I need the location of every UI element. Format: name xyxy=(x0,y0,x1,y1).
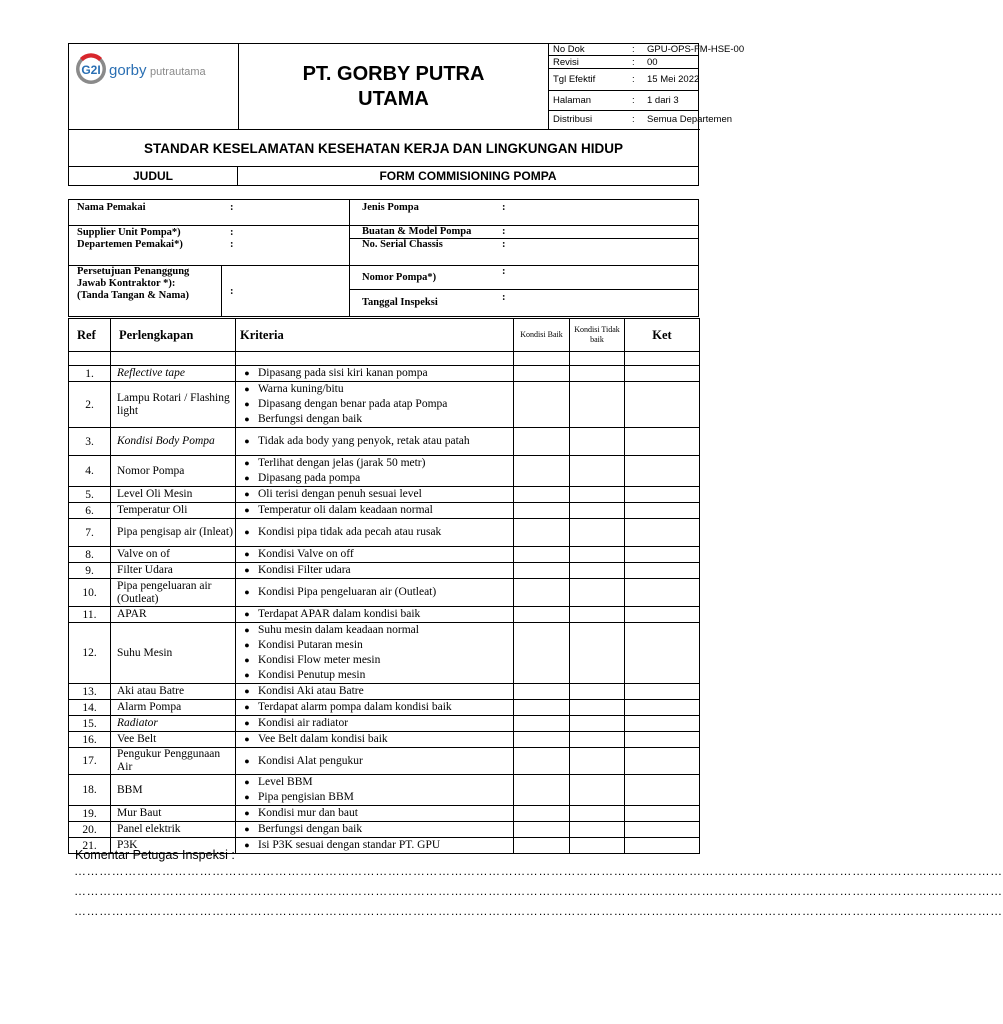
table-row xyxy=(69,607,700,623)
buatan-model-field[interactable]: : xyxy=(502,226,506,237)
header-perlengkapan: Perlengkapan xyxy=(111,319,236,352)
ket-cell[interactable] xyxy=(625,503,700,519)
row-perlengkapan: Lampu Rotari / Flashing light xyxy=(111,382,236,428)
persetujuan-label-3: (Tanda Tangan & Nama) xyxy=(77,290,189,301)
buatan-model-label: Buatan & Model Pompa xyxy=(362,226,472,237)
nomor-pompa-label: Nomor Pompa*) xyxy=(362,272,437,283)
criteria-text: Isi P3K sesuai dengan standar PT. GPU xyxy=(258,839,441,851)
criteria-text: Kondisi Penutup mesin xyxy=(258,669,366,681)
table-header-row xyxy=(69,319,700,352)
svg-text:putrautama: putrautama xyxy=(150,66,206,78)
persetujuan-label-2: Jawab Kontraktor *): xyxy=(77,278,176,289)
ket-cell[interactable] xyxy=(625,716,700,732)
equipment-info xyxy=(68,199,699,317)
criteria-text: Kondisi Putaran mesin xyxy=(258,639,363,651)
row-kriteria xyxy=(236,366,514,382)
row-kriteria xyxy=(236,382,514,428)
nama-pemakai-field[interactable]: : xyxy=(230,202,234,213)
row-perlengkapan: APAR xyxy=(111,607,236,623)
bullet-icon: ● xyxy=(244,755,250,766)
row-perlengkapan: BBM xyxy=(111,775,236,806)
ket-cell[interactable] xyxy=(625,684,700,700)
criteria-item xyxy=(236,397,513,412)
judul-label: JUDUL xyxy=(69,167,238,185)
kondisi-tidak-baik-cell[interactable] xyxy=(570,366,625,382)
gpu-logo-icon xyxy=(69,44,237,128)
row-kriteria xyxy=(236,503,514,519)
meta-colon: : xyxy=(632,44,635,55)
row-perlengkapan: Nomor Pompa xyxy=(111,456,236,487)
ket-cell[interactable] xyxy=(625,487,700,503)
ket-cell[interactable] xyxy=(625,579,700,607)
row-perlengkapan: Panel elektrik xyxy=(111,822,236,838)
svg-text:G2I: G2I xyxy=(81,63,101,77)
row-perlengkapan: Suhu Mesin xyxy=(111,623,236,684)
row-perlengkapan: Filter Udara xyxy=(111,563,236,579)
bullet-icon: ● xyxy=(244,734,250,744)
row-kriteria xyxy=(236,579,514,607)
departemen-field[interactable]: : xyxy=(230,239,234,250)
criteria-text: Kondisi mur dan baut xyxy=(258,807,358,819)
row-ref: 11. xyxy=(69,607,111,623)
row-kriteria xyxy=(236,456,514,487)
row-ref: 10. xyxy=(69,579,111,607)
row-ref: 8. xyxy=(69,547,111,563)
kondisi-baik-cell[interactable] xyxy=(514,487,570,503)
criteria-text: Kondisi Aki atau Batre xyxy=(258,685,364,697)
table-row xyxy=(69,732,700,748)
bullet-icon: ● xyxy=(244,527,250,537)
no-serial-field[interactable]: : xyxy=(502,239,506,250)
kondisi-baik-cell[interactable] xyxy=(514,547,570,563)
ket-cell[interactable] xyxy=(625,607,700,623)
kondisi-baik-cell[interactable] xyxy=(514,775,570,806)
kondisi-baik-cell[interactable] xyxy=(514,684,570,700)
criteria-text: Kondisi Flow meter mesin xyxy=(258,654,381,666)
criteria-item xyxy=(236,716,513,731)
criteria-item xyxy=(236,732,513,747)
row-ref: 17. xyxy=(69,748,111,775)
row-perlengkapan: Pipa pengeluaran air (Outleat) xyxy=(111,579,236,607)
criteria-text: Dipasang dengan benar pada atap Pompa xyxy=(258,398,448,410)
table-row xyxy=(69,716,700,732)
row-ref: 5. xyxy=(69,487,111,503)
criteria-text: Kondisi air radiator xyxy=(258,717,349,729)
criteria-text: Kondisi pipa tidak ada pecah atau rusak xyxy=(258,526,442,538)
svg-text:gorby: gorby xyxy=(109,62,147,79)
criteria-item xyxy=(236,471,513,486)
criteria-text: Dipasang pada sisi kiri kanan pompa xyxy=(258,367,428,379)
header-kondisi-baik: Kondisi Baik xyxy=(514,319,570,352)
komentar-line[interactable]: …………………………………………………………………………………………………………………………………………………………………………………………………… xyxy=(74,904,1003,918)
meta-label: Halaman xyxy=(553,95,592,106)
row-perlengkapan: Vee Belt xyxy=(111,732,236,748)
row-kriteria xyxy=(236,684,514,700)
kondisi-tidak-baik-cell[interactable] xyxy=(570,487,625,503)
criteria-text: Terdapat alarm pompa dalam kondisi baik xyxy=(258,701,452,713)
criteria-item xyxy=(236,412,513,427)
meta-tgl-efektif xyxy=(549,69,699,91)
inspection-table xyxy=(68,318,700,854)
criteria-item xyxy=(236,806,513,821)
row-kriteria xyxy=(236,775,514,806)
bullet-icon: ● xyxy=(244,549,250,559)
bullet-icon: ● xyxy=(244,587,250,597)
row-kriteria xyxy=(236,607,514,623)
bullet-icon: ● xyxy=(244,368,250,378)
criteria-item xyxy=(236,638,513,653)
table-row xyxy=(69,519,700,547)
row-kriteria xyxy=(236,428,514,456)
inspection-rows xyxy=(69,366,700,854)
bullet-icon: ● xyxy=(244,436,250,446)
kondisi-baik-cell[interactable] xyxy=(514,716,570,732)
row-perlengkapan: Kondisi Body Pompa xyxy=(111,428,236,456)
kondisi-tidak-baik-cell[interactable] xyxy=(570,547,625,563)
kondisi-tidak-baik-cell[interactable] xyxy=(570,428,625,456)
meta-halaman xyxy=(549,91,699,111)
criteria-item xyxy=(236,563,513,578)
row-kriteria xyxy=(236,623,514,684)
departemen-label: Departemen Pemakai*) xyxy=(77,239,183,250)
kondisi-baik-cell[interactable] xyxy=(514,822,570,838)
row-perlengkapan: Temperatur Oli xyxy=(111,503,236,519)
criteria-item xyxy=(236,822,513,837)
ket-cell[interactable] xyxy=(625,519,700,547)
row-ref: 13. xyxy=(69,684,111,700)
kondisi-tidak-baik-cell[interactable] xyxy=(570,563,625,579)
table-row xyxy=(69,456,700,487)
meta-value: 00 xyxy=(647,57,658,68)
criteria-text: Oli terisi dengan penuh sesuai level xyxy=(258,488,422,500)
document-meta xyxy=(549,44,745,130)
row-kriteria xyxy=(236,806,514,822)
row-ref: 18. xyxy=(69,775,111,806)
meta-colon: : xyxy=(632,57,635,68)
kondisi-tidak-baik-cell[interactable] xyxy=(570,822,625,838)
table-row xyxy=(69,487,700,503)
bullet-icon: ● xyxy=(244,777,250,787)
criteria-text: Vee Belt dalam kondisi baik xyxy=(258,733,388,745)
company-logo xyxy=(69,44,239,130)
criteria-text: Warna kuning/bitu xyxy=(258,383,344,395)
criteria-item xyxy=(236,790,513,805)
criteria-text: Level BBM xyxy=(258,776,313,788)
row-kriteria xyxy=(236,563,514,579)
criteria-item xyxy=(236,487,513,502)
kondisi-baik-cell[interactable] xyxy=(514,456,570,487)
form-title: FORM COMMISIONING POMPA xyxy=(379,169,557,183)
criteria-item xyxy=(236,668,513,683)
row-ref: 4. xyxy=(69,456,111,487)
ket-cell[interactable] xyxy=(625,428,700,456)
criteria-item xyxy=(236,434,513,449)
company-name xyxy=(239,44,549,130)
row-perlengkapan: Mur Baut xyxy=(111,806,236,822)
row-ref: 15. xyxy=(69,716,111,732)
kondisi-tidak-baik-cell[interactable] xyxy=(570,519,625,547)
ket-cell[interactable] xyxy=(625,748,700,775)
ket-cell[interactable] xyxy=(625,547,700,563)
ket-cell[interactable] xyxy=(625,838,700,854)
row-perlengkapan: Level Oli Mesin xyxy=(111,487,236,503)
header-kriteria: Kriteria xyxy=(236,319,514,352)
table-row xyxy=(69,700,700,716)
criteria-item xyxy=(236,653,513,668)
bullet-icon: ● xyxy=(244,458,250,468)
komentar-label: Komentar Petugas Inspeksi : xyxy=(75,848,235,862)
jenis-pompa-field[interactable]: : xyxy=(502,202,506,213)
kondisi-tidak-baik-cell[interactable] xyxy=(570,775,625,806)
criteria-item xyxy=(236,775,513,790)
meta-label: Revisi xyxy=(553,57,579,68)
meta-colon: : xyxy=(632,74,635,85)
meta-revisi xyxy=(549,56,699,69)
bullet-icon: ● xyxy=(244,384,250,394)
nama-pemakai-label: Nama Pemakai xyxy=(77,202,146,213)
criteria-item xyxy=(236,754,513,769)
row-perlengkapan: Valve on of xyxy=(111,547,236,563)
kondisi-baik-cell[interactable] xyxy=(514,503,570,519)
table-row xyxy=(69,748,700,775)
row-kriteria xyxy=(236,748,514,775)
ket-cell[interactable] xyxy=(625,775,700,806)
bullet-icon: ● xyxy=(244,489,250,499)
row-ref: 3. xyxy=(69,428,111,456)
row-kriteria xyxy=(236,716,514,732)
kondisi-baik-cell[interactable] xyxy=(514,428,570,456)
kondisi-baik-cell[interactable] xyxy=(514,748,570,775)
kondisi-tidak-baik-cell[interactable] xyxy=(570,732,625,748)
kondisi-baik-cell[interactable] xyxy=(514,366,570,382)
no-serial-label: No. Serial Chassis xyxy=(362,239,443,250)
criteria-item xyxy=(236,700,513,715)
row-kriteria xyxy=(236,838,514,854)
row-ref: 12. xyxy=(69,623,111,684)
criteria-text: Berfungsi dengan baik xyxy=(258,413,363,425)
bullet-icon: ● xyxy=(244,473,250,483)
row-ref: 7. xyxy=(69,519,111,547)
criteria-text: Kondisi Pipa pengeluaran air (Outleat) xyxy=(258,586,437,598)
ket-cell[interactable] xyxy=(625,732,700,748)
ket-cell[interactable] xyxy=(625,822,700,838)
criteria-item xyxy=(236,607,513,622)
criteria-item xyxy=(236,366,513,381)
bullet-icon: ● xyxy=(244,702,250,712)
criteria-text: Terdapat APAR dalam kondisi baik xyxy=(258,608,421,620)
row-perlengkapan: Pipa pengisap air (Inleat) xyxy=(111,519,236,547)
criteria-item xyxy=(236,503,513,518)
criteria-item xyxy=(236,456,513,471)
table-row xyxy=(69,547,700,563)
meta-colon: : xyxy=(632,95,635,106)
bullet-icon: ● xyxy=(244,609,250,619)
ket-cell[interactable] xyxy=(625,563,700,579)
bullet-icon: ● xyxy=(244,808,250,818)
kondisi-tidak-baik-cell[interactable] xyxy=(570,382,625,428)
kondisi-tidak-baik-cell[interactable] xyxy=(570,700,625,716)
table-row xyxy=(69,366,700,382)
criteria-text: Terlihat dengan jelas (jarak 50 metr) xyxy=(258,457,426,469)
kondisi-tidak-baik-cell[interactable] xyxy=(570,623,625,684)
kondisi-baik-cell[interactable] xyxy=(514,382,570,428)
row-kriteria xyxy=(236,487,514,503)
bullet-icon: ● xyxy=(244,565,250,575)
kondisi-tidak-baik-cell[interactable] xyxy=(570,806,625,822)
criteria-text: Tidak ada body yang penyok, retak atau patah xyxy=(258,435,470,447)
ket-cell[interactable] xyxy=(625,700,700,716)
kondisi-tidak-baik-cell[interactable] xyxy=(570,716,625,732)
kondisi-tidak-baik-cell[interactable] xyxy=(570,503,625,519)
bullet-icon: ● xyxy=(244,505,250,515)
meta-label: Tgl Efektif xyxy=(553,74,596,85)
kondisi-baik-cell[interactable] xyxy=(514,519,570,547)
table-row xyxy=(69,579,700,607)
kondisi-baik-cell[interactable] xyxy=(514,732,570,748)
meta-no-dok xyxy=(549,44,745,56)
bullet-icon: ● xyxy=(244,686,250,696)
tanggal-inspeksi-label: Tanggal Inspeksi xyxy=(362,297,438,308)
kondisi-baik-cell[interactable] xyxy=(514,563,570,579)
bullet-icon: ● xyxy=(244,625,250,635)
jenis-pompa-label: Jenis Pompa xyxy=(362,202,419,213)
criteria-text: Suhu mesin dalam keadaan normal xyxy=(258,624,419,636)
meta-distribusi xyxy=(549,111,733,129)
row-perlengkapan: Aki atau Batre xyxy=(111,684,236,700)
row-ref: 16. xyxy=(69,732,111,748)
kondisi-baik-cell[interactable] xyxy=(514,579,570,607)
criteria-item xyxy=(236,525,513,540)
header-ket: Ket xyxy=(625,319,700,352)
meta-value: Semua Departemen xyxy=(647,114,733,125)
ket-cell[interactable] xyxy=(625,456,700,487)
row-ref: 6. xyxy=(69,503,111,519)
table-spacer-row xyxy=(69,352,700,366)
bullet-icon: ● xyxy=(244,399,250,409)
kondisi-tidak-baik-cell[interactable] xyxy=(570,579,625,607)
row-kriteria xyxy=(236,732,514,748)
bullet-icon: ● xyxy=(244,792,250,802)
row-ref: 21. xyxy=(69,838,111,854)
row-perlengkapan: Radiator xyxy=(111,716,236,732)
row-perlengkapan: Reflective tape xyxy=(111,366,236,382)
kondisi-tidak-baik-cell[interactable] xyxy=(570,684,625,700)
table-row xyxy=(69,382,700,428)
komentar-line[interactable]: …………………………………………………………………………………………………………………………………………………………………………………………………… xyxy=(74,864,1003,878)
row-kriteria xyxy=(236,700,514,716)
criteria-text: Pipa pengisian BBM xyxy=(258,791,354,803)
row-ref: 14. xyxy=(69,700,111,716)
komentar-line[interactable]: …………………………………………………………………………………………………………………………………………………………………………………………………… xyxy=(74,884,1003,898)
criteria-text: Kondisi Valve on off xyxy=(258,548,354,560)
kondisi-baik-cell[interactable] xyxy=(514,623,570,684)
criteria-item xyxy=(236,684,513,699)
company-name-line1: PT. GORBY PUTRA xyxy=(302,62,485,85)
header-ref: Ref xyxy=(69,319,111,352)
meta-value: 15 Mei 2022 xyxy=(647,74,700,85)
persetujuan-label-1: Persetujuan Penanggung xyxy=(77,266,190,277)
company-name-line2: UTAMA xyxy=(358,87,429,110)
bullet-icon: ● xyxy=(244,840,250,850)
bullet-icon: ● xyxy=(244,655,250,665)
ket-cell[interactable] xyxy=(625,382,700,428)
meta-label: Distribusi xyxy=(553,114,593,125)
meta-colon: : xyxy=(632,114,635,125)
bullet-icon: ● xyxy=(244,670,250,680)
table-row xyxy=(69,503,700,519)
kondisi-tidak-baik-cell[interactable] xyxy=(570,456,625,487)
row-ref: 1. xyxy=(69,366,111,382)
supplier-label: Supplier Unit Pompa*) xyxy=(77,227,181,238)
table-row xyxy=(69,822,700,838)
criteria-text: Kondisi Alat pengukur xyxy=(258,754,363,767)
table-row xyxy=(69,563,700,579)
table-row xyxy=(69,806,700,822)
tanggal-inspeksi-field[interactable]: : xyxy=(502,292,506,303)
ket-cell[interactable] xyxy=(625,366,700,382)
criteria-text: Dipasang pada pompa xyxy=(258,472,361,484)
bullet-icon: ● xyxy=(244,414,250,424)
criteria-item xyxy=(236,547,513,562)
row-ref: 20. xyxy=(69,822,111,838)
meta-value: 1 dari 3 xyxy=(647,95,679,106)
row-perlengkapan: P3K xyxy=(111,838,236,854)
row-perlengkapan: Alarm Pompa xyxy=(111,700,236,716)
table-row xyxy=(69,775,700,806)
persetujuan-signature-field[interactable]: : xyxy=(230,286,234,297)
document-header xyxy=(68,43,745,186)
kondisi-tidak-baik-cell[interactable] xyxy=(570,607,625,623)
row-ref: 19. xyxy=(69,806,111,822)
kondisi-baik-cell[interactable] xyxy=(514,700,570,716)
meta-value: GPU-OPS-FM-HSE-00 xyxy=(647,44,745,55)
supplier-field[interactable]: : xyxy=(230,227,234,238)
bullet-icon: ● xyxy=(244,640,250,650)
kondisi-baik-cell[interactable] xyxy=(514,838,570,854)
criteria-item xyxy=(236,585,513,600)
nomor-pompa-field[interactable]: : xyxy=(502,266,506,277)
ket-cell[interactable] xyxy=(625,623,700,684)
table-row xyxy=(69,428,700,456)
row-ref: 2. xyxy=(69,382,111,428)
criteria-item xyxy=(236,623,513,638)
row-ref: 9. xyxy=(69,563,111,579)
criteria-item xyxy=(236,382,513,397)
criteria-text: Kondisi Filter udara xyxy=(258,564,351,576)
kondisi-baik-cell[interactable] xyxy=(514,806,570,822)
meta-label: No Dok xyxy=(553,44,585,55)
bullet-icon: ● xyxy=(244,718,250,728)
row-kriteria xyxy=(236,547,514,563)
header-kondisi-tidak-baik: Kondisi Tidak baik xyxy=(570,319,625,352)
row-perlengkapan: Pengukur Penggunaan Air xyxy=(111,748,236,775)
row-kriteria xyxy=(236,519,514,547)
criteria-text: Temperatur oli dalam keadaan normal xyxy=(258,504,433,516)
bullet-icon: ● xyxy=(244,824,250,834)
criteria-item xyxy=(236,838,513,853)
table-row xyxy=(69,623,700,684)
table-row xyxy=(69,684,700,700)
criteria-text: Berfungsi dengan baik xyxy=(258,823,363,835)
kondisi-baik-cell[interactable] xyxy=(514,607,570,623)
ket-cell[interactable] xyxy=(625,806,700,822)
row-kriteria xyxy=(236,822,514,838)
kondisi-tidak-baik-cell[interactable] xyxy=(570,748,625,775)
standard-title: STANDAR KESELAMATAN KESEHATAN KERJA DAN LINGKUNGAN HIDUP xyxy=(69,130,698,167)
kondisi-tidak-baik-cell[interactable] xyxy=(570,838,625,854)
